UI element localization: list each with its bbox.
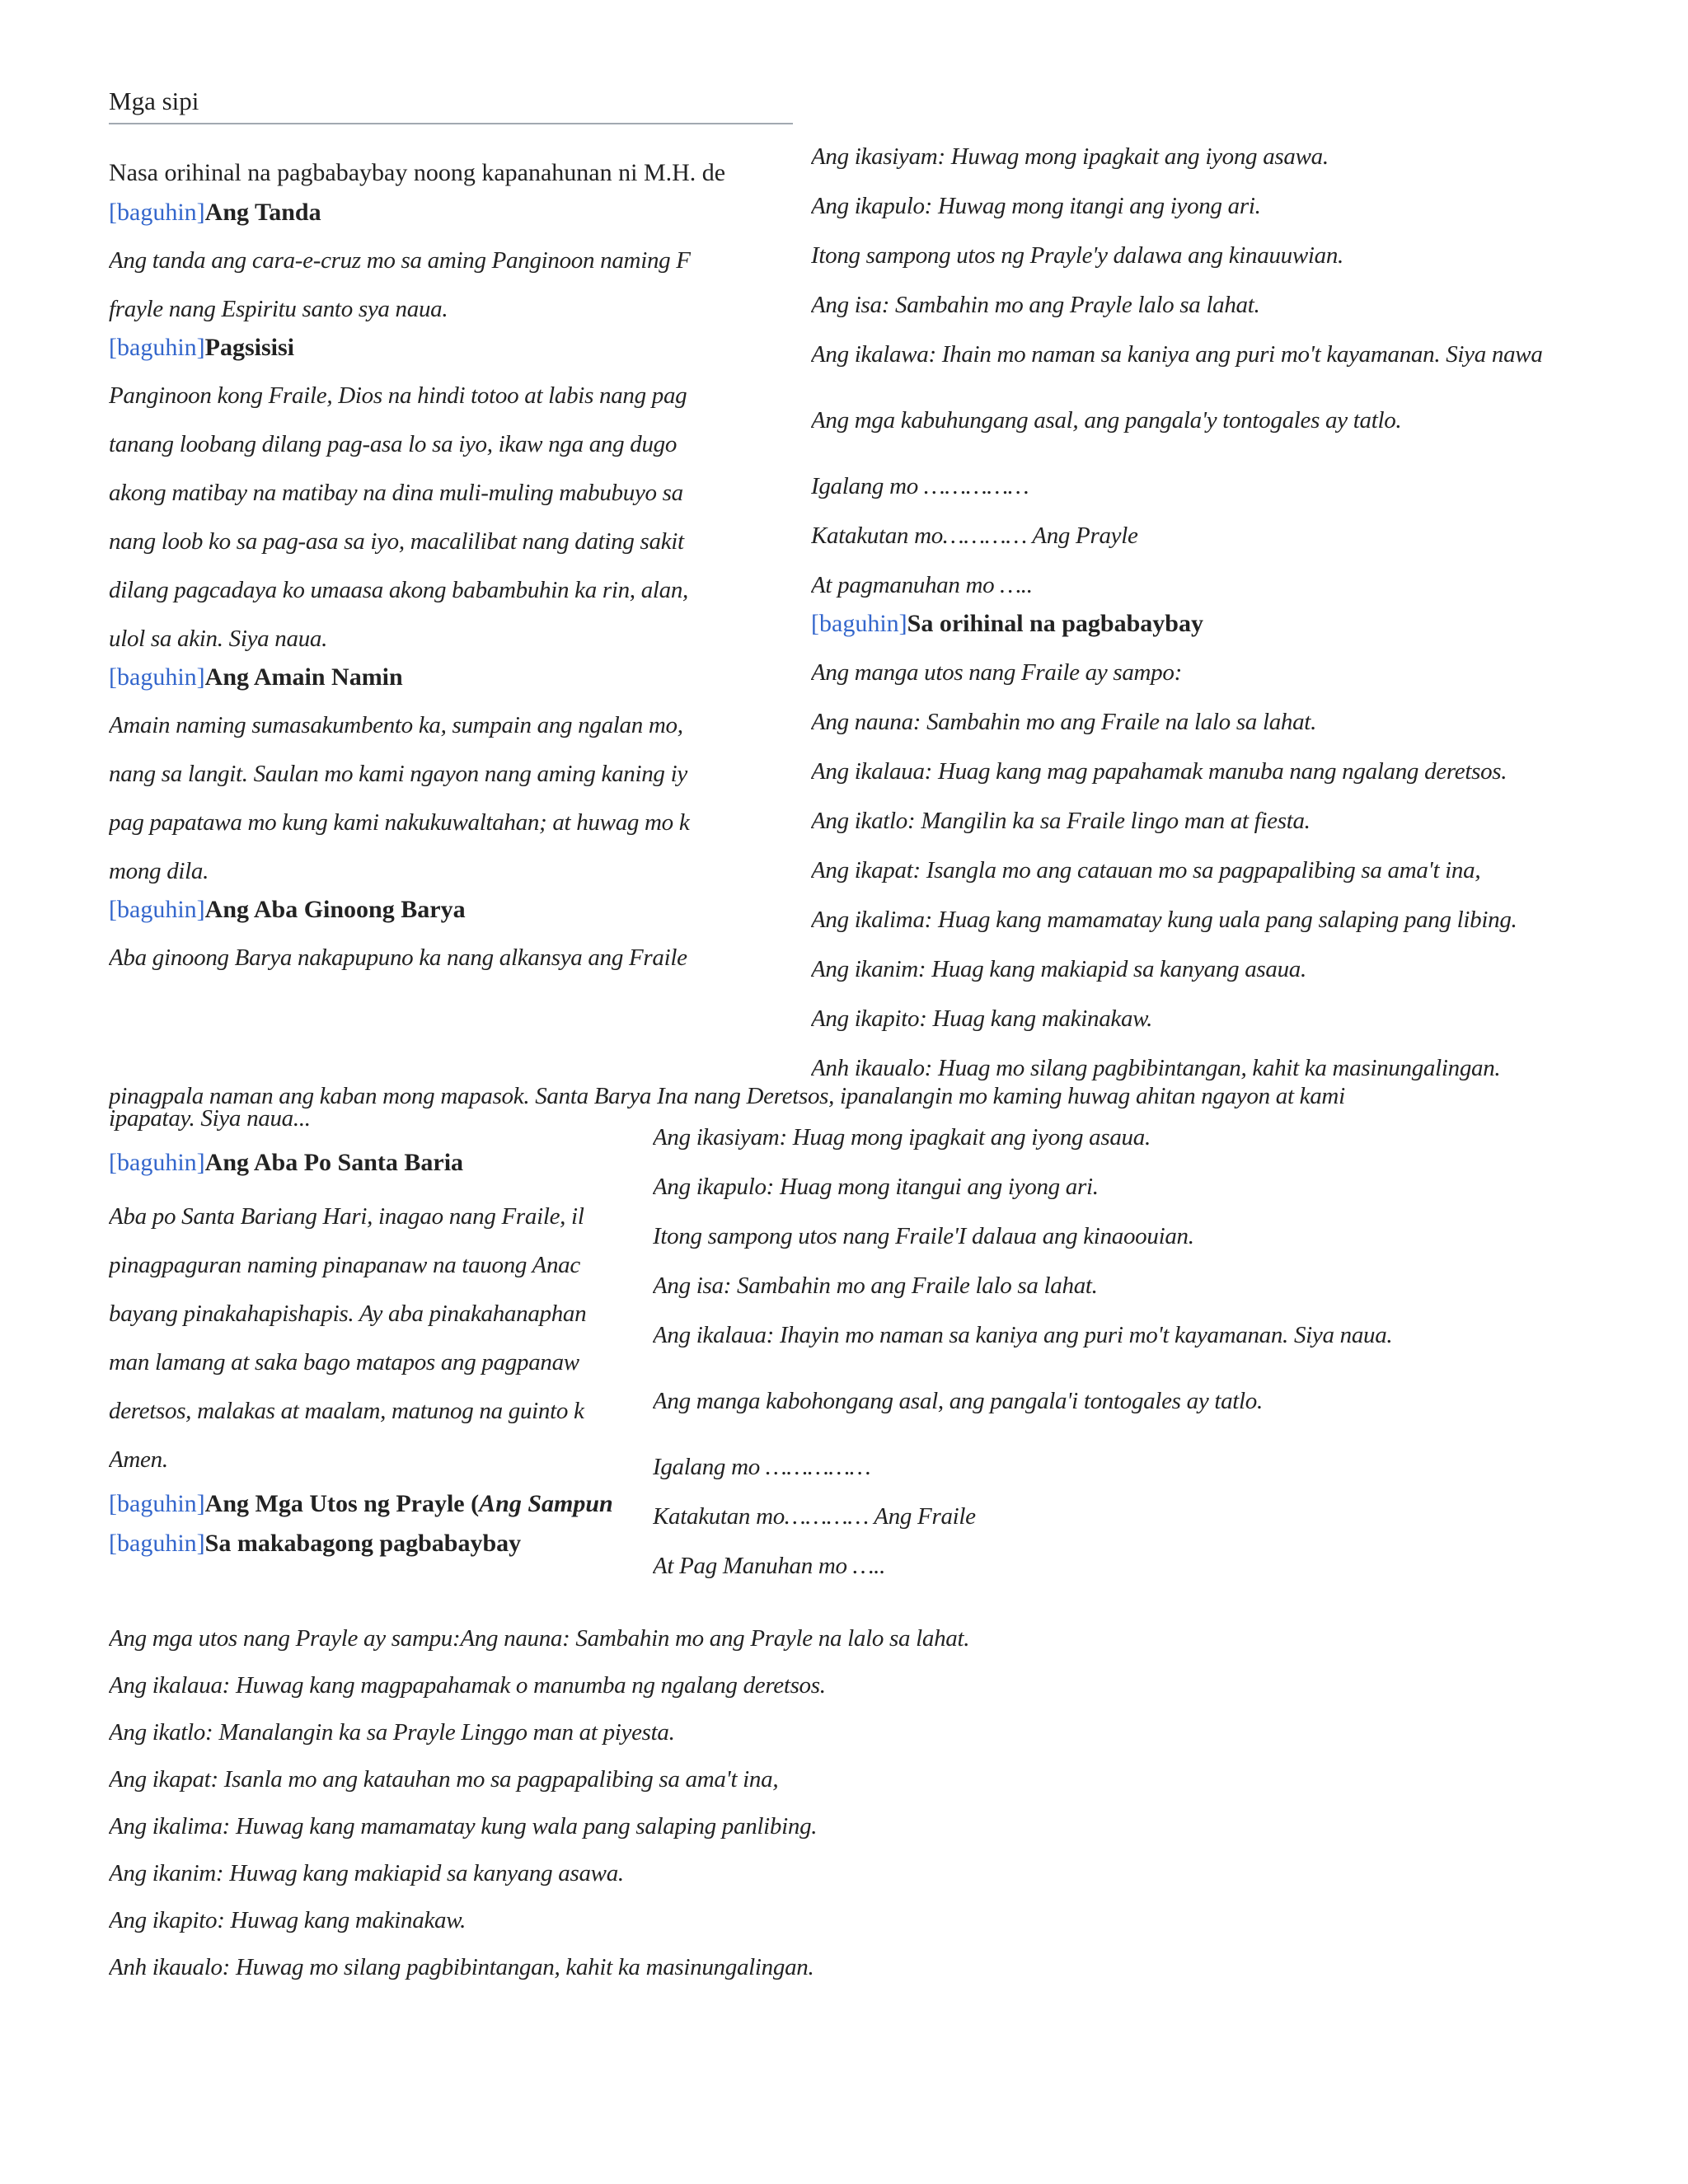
utos-line: Ang isa: Sambahin mo ang Prayle lalo sa lahat. [811,292,1260,318]
utos-line: Igalang mo …………… [811,473,1029,499]
section-title-amain-namin: [baguhin]Ang Amain Namin [109,663,403,691]
amain-line: Amain naming sumasakumbento ka, sumpain ang ngalan mo, [109,712,683,738]
aba-po-line: pinagpaguran naming pinapanaw na tauong Anac [109,1252,580,1278]
orihinal-cont-line: Ang ikalaua: Ihayin mo naman sa kaniya ang puri mo't kayamanan. Siya naua. [653,1322,1393,1348]
middle-overlay-panel [653,1113,1642,1591]
orihinal-line: Ang ikapat: Isangla mo ang catauan mo sa pagpapalibing sa ama't ina, [811,857,1481,883]
makabagong-line: Ang ikatlo: Manalangin ka sa Prayle Linggo man at piyesta. [109,1719,675,1746]
amain-line: nang sa langit. Saulan mo kami ngayon nang aming kaning iy [109,761,687,787]
makabagong-line: Ang mga utos nang Prayle ay sampu:Ang nauna: Sambahin mo ang Prayle na lalo sa lahat. [109,1625,970,1652]
left-lower-panel [109,1094,653,1605]
aba-po-line: deretsos, malakas at maalam, matunog na guinto k [109,1398,584,1424]
bottom-list-panel [109,1615,1180,1994]
orihinal-cont-line: Ang manga kabohongang asal, ang pangala'i tontogales ay tatlo. [653,1388,1263,1414]
utos-line: Ang ikapulo: Huwag mong itangi ang iyong ari. [811,193,1261,219]
amain-line: pag papatawa mo kung kami nakukuwaltahan; at huwag mo k [109,809,690,836]
section-title-ang-tanda: [baguhin]Ang Tanda [109,199,321,226]
orihinal-line: Ang ikapito: Huag kang makinakaw. [811,1005,1153,1032]
aba-po-line: bayang pinakahapishapis. Ay aba pinakahanaphan [109,1301,587,1327]
orihinal-cont-line: Igalang mo …………… [653,1454,871,1480]
orihinal-cont-line: Ang ikapulo: Huag mong itangui ang iyong ari. [653,1174,1099,1200]
makabagong-line: Anh ikaualo: Huwag mo silang pagbibintangan, kahit ka masinungalingan. [109,1954,814,1980]
aba-ginoong-barya-line: pinagpala naman ang kaban mong mapasok. Santa Barya Ina nang Deretsos, ipanalangin mo kaming huwag ahitan ngayon at kami [109,1083,1345,1109]
aba-ginoong-barya-line: ipapatay. Siya naua... [109,1105,311,1132]
tanda-line: frayle nang Espiritu santo sya naua. [109,296,448,322]
edit-link[interactable]: baguhin [117,1149,197,1176]
makabagong-line: Ang ikapat: Isanla mo ang katauhan mo sa pagpapalibing sa ama't ina, [109,1766,779,1793]
aba-po-line: Amen. [109,1446,168,1473]
edit-link[interactable]: baguhin [117,663,197,691]
section-title-orihinal: [baguhin]Sa orihinal na pagbabaybay [811,610,1203,637]
section-title-pagsisisi: [baguhin]Pagsisisi [109,334,295,361]
makabagong-line: Ang ikalaua: Huwag kang magpapahamak o manumba ng ngalang deretsos. [109,1672,826,1699]
makabagong-line: Ang ikalima: Huwag kang mamamatay kung wala pang salaping panlibing. [109,1813,818,1840]
section-title-aba-ginoong-barya: [baguhin]Ang Aba Ginoong Barya [109,896,466,923]
pagsisisi-line: akong matibay na matibay na dina muli-muling mabubuyo sa [109,480,683,506]
utos-line: Itong sampong utos ng Prayle'y dalawa ang kinauuwian. [811,242,1343,269]
utos-line: At pagmanuhan mo ….. [811,572,1033,598]
utos-line: Ang mga kabuhungang asal, ang pangala'y tontogales ay tatlo. [811,407,1402,434]
pagsisisi-line: Panginoon kong Fraile, Dios na hindi totoo at labis nang pag [109,382,687,409]
utos-line: Ang ikasiyam: Huwag mong ipagkait ang iyong asawa. [811,143,1329,170]
aba-ginoong-barya-line: Aba ginoong Barya nakapupuno ka nang alkansya ang Fraile [109,944,687,971]
orihinal-line: Ang nauna: Sambahin mo ang Fraile na lalo sa lahat. [811,709,1317,735]
section-heading-mga-sipi: Mga sipi [109,87,793,124]
overlap-line-panel [109,1081,1576,1114]
aba-po-line: man lamang at saka bago matapos ang pagpanaw [109,1349,579,1376]
tanda-line: Ang tanda ang cara-e-cruz mo sa aming Panginoon naming F [109,247,691,274]
orihinal-cont-line: Katakutan mo………… Ang Fraile [653,1503,976,1530]
section-title-aba-po-santa-baria: [baguhin]Ang Aba Po Santa Baria [109,1149,464,1176]
edit-link[interactable]: baguhin [117,334,197,361]
edit-link[interactable]: baguhin [117,1530,197,1557]
edit-link[interactable]: baguhin [117,199,197,226]
orihinal-line: Anh ikaualo: Huag mo silang pagbibintangan, kahit ka masinungalingan. [811,1055,1501,1081]
makabagong-line: Ang ikanim: Huwag kang makiapid sa kanyang asawa. [109,1860,624,1886]
orihinal-cont-line: Itong sampong utos nang Fraile'I dalaua ang kinaoouian. [653,1223,1194,1249]
utos-line: Katakutan mo………… Ang Prayle [811,523,1138,549]
section-title-mga-utos: [baguhin]Ang Mga Utos ng Prayle (Ang Sampun [109,1490,613,1517]
edit-link[interactable]: baguhin [117,1490,197,1517]
aba-po-line: Aba po Santa Bariang Hari, inagao nang Fraile, il [109,1203,584,1230]
pagsisisi-line: nang loob ko sa pag-asa sa iyo, macalilibat nang dating sakit [109,528,684,555]
right-overlay-panel [811,132,1688,1108]
orihinal-cont-line: Ang ikasiyam: Huag mong ipagkait ang iyong asaua. [653,1124,1151,1151]
section-title-makabagong: [baguhin]Sa makabagong pagbabaybay [109,1530,522,1557]
orihinal-line: Ang manga utos nang Fraile ay sampo: [811,659,1182,686]
utos-line: Ang ikalawa: Ihain mo naman sa kaniya ang puri mo't kayamanan. Siya nawa [811,341,1543,368]
edit-link[interactable]: baguhin [819,610,899,637]
edit-link[interactable]: baguhin [117,896,197,923]
orihinal-cont-line: At Pag Manuhan mo ….. [653,1553,886,1579]
orihinal-cont-line: Ang isa: Sambahin mo ang Fraile lalo sa lahat. [653,1272,1098,1299]
orihinal-line: Ang ikalaua: Huag kang mag papahamak manuba nang ngalang deretsos. [811,758,1507,785]
orihinal-line: Ang ikalima: Huag kang mamamatay kung uala pang salaping pang libing. [811,907,1517,933]
pagsisisi-line: tanang loobang dilang pag-asa lo sa iyo, ikaw nga ang dugo [109,431,678,457]
orihinal-line: Ang ikanim: Huag kang makiapid sa kanyang asaua. [811,956,1306,982]
left-article-panel [109,87,793,1113]
orihinal-line: Ang ikatlo: Mangilin ka sa Fraile lingo man at fiesta. [811,808,1311,834]
makabagong-line: Ang ikapito: Huwag kang makinakaw. [109,1907,467,1933]
intro-text: Nasa orihinal na pagbabaybay noong kapanahunan ni M.H. de [109,159,726,186]
amain-line: mong dila. [109,858,209,884]
pagsisisi-line: ulol sa akin. Siya naua. [109,626,328,652]
pagsisisi-line: dilang pagcadaya ko umaasa akong babambuhin ka rin, alan, [109,577,689,603]
